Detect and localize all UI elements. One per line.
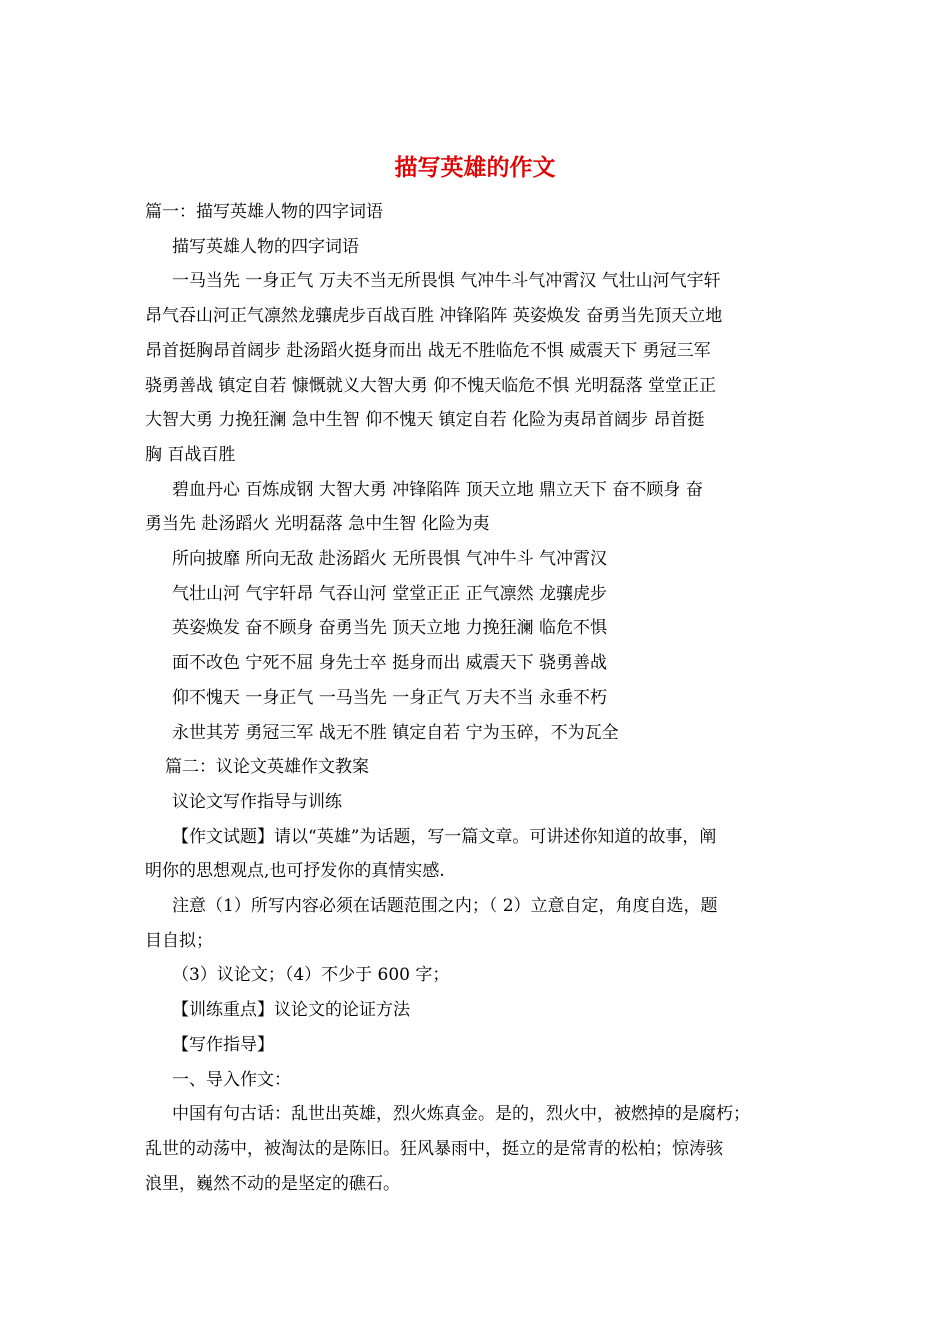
paragraph-line: 骁勇善战 镇定自若 慷慨就义大智大勇 仰不愧天临危不惧 光明磊落 堂堂正正: [145, 375, 717, 396]
paragraph-line: 所向披靡 所向无敌 赴汤蹈火 无所畏惧 气冲牛斗 气冲霄汉: [172, 549, 608, 570]
section-heading-1: 篇一：描写英雄人物的四字词语: [145, 202, 383, 222]
paragraph-line: 【训练重点】议论文的论证方法: [172, 1000, 410, 1021]
document-body: [145, 195, 815, 1201]
paragraph-line: 浪里，巍然不动的是坚定的礁石。: [145, 1173, 400, 1194]
document-title: 描写英雄的作文: [394, 154, 556, 181]
paragraph-line: 【写作指导】: [172, 1034, 274, 1055]
paragraph-line: 一、导入作文：: [172, 1069, 291, 1090]
paragraph-line: 仰不愧天 一身正气 一马当先 一身正气 万夫不当 永垂不朽: [172, 687, 608, 708]
paragraph-line: 勇当先 赴汤蹈火 光明磊落 急中生智 化险为夷: [145, 514, 490, 535]
paragraph-line: 乱世的动荡中，被淘汰的是陈旧。狂风暴雨中，挺立的是常青的松柏；惊涛骇: [145, 1138, 723, 1159]
paragraph-line: （3）议论文；（4）不少于 600 字；: [172, 965, 450, 986]
paragraph-line: 目自拟；: [145, 930, 213, 951]
paragraph-line: 气壮山河 气宇轩昂 气吞山河 堂堂正正 正气凛然 龙骧虎步: [172, 583, 608, 604]
paragraph-line: 昂首挺胸昂首阔步 赴汤蹈火挺身而出 战无不胜临危不惧 威震天下 勇冠三军: [145, 340, 711, 361]
paragraph-line: 英姿焕发 奋不顾身 奋勇当先 顶天立地 力挽狂澜 临危不惧: [172, 618, 608, 639]
paragraph-line: 胸 百战百胜: [145, 444, 236, 465]
paragraph-line: 面不改色 宁死不屈 身先士卒 挺身而出 威震天下 骁勇善战: [172, 653, 608, 674]
paragraph-line: 碧血丹心 百炼成钢 大智大勇 冲锋陷阵 顶天立地 鼎立天下 奋不顾身 奋: [172, 479, 703, 500]
subheading: 议论文写作指导与训练: [172, 791, 342, 812]
paragraph-line: 中国有句古话：乱世出英雄，烈火炼真金。是的，烈火中，被燃掉的是腐朽；: [172, 1104, 750, 1125]
paragraph-line: 永世其芳 勇冠三军 战无不胜 镇定自若 宁为玉碎，不为瓦全: [172, 722, 619, 743]
paragraph-line: 明你的思想观点,也可抒发你的真情实感.: [145, 861, 445, 882]
paragraph-line: 注意（1）所写内容必须在话题范围之内；（ 2）立意自定，角度自选，题: [172, 896, 718, 917]
paragraph-line: 大智大勇 力挽狂澜 急中生智 仰不愧天 镇定自若 化险为夷昂首阔步 昂首挺: [145, 410, 705, 431]
section-heading-2: 篇二：议论文英雄作文教案: [165, 757, 369, 778]
paragraph-line: 昂气吞山河正气凛然龙骧虎步百战百胜 冲锋陷阵 英姿焕发 奋勇当先顶天立地: [145, 306, 723, 327]
subheading: 描写英雄人物的四字词语: [172, 236, 359, 257]
paragraph-line: 一马当先 一身正气 万夫不当无所畏惧 气冲牛斗气冲霄汉 气壮山河气宇轩: [172, 271, 721, 292]
paragraph-line: 【作文试题】请以“英雄”为话题，写一篇文章。可讲述你知道的故事，阐: [172, 826, 717, 847]
